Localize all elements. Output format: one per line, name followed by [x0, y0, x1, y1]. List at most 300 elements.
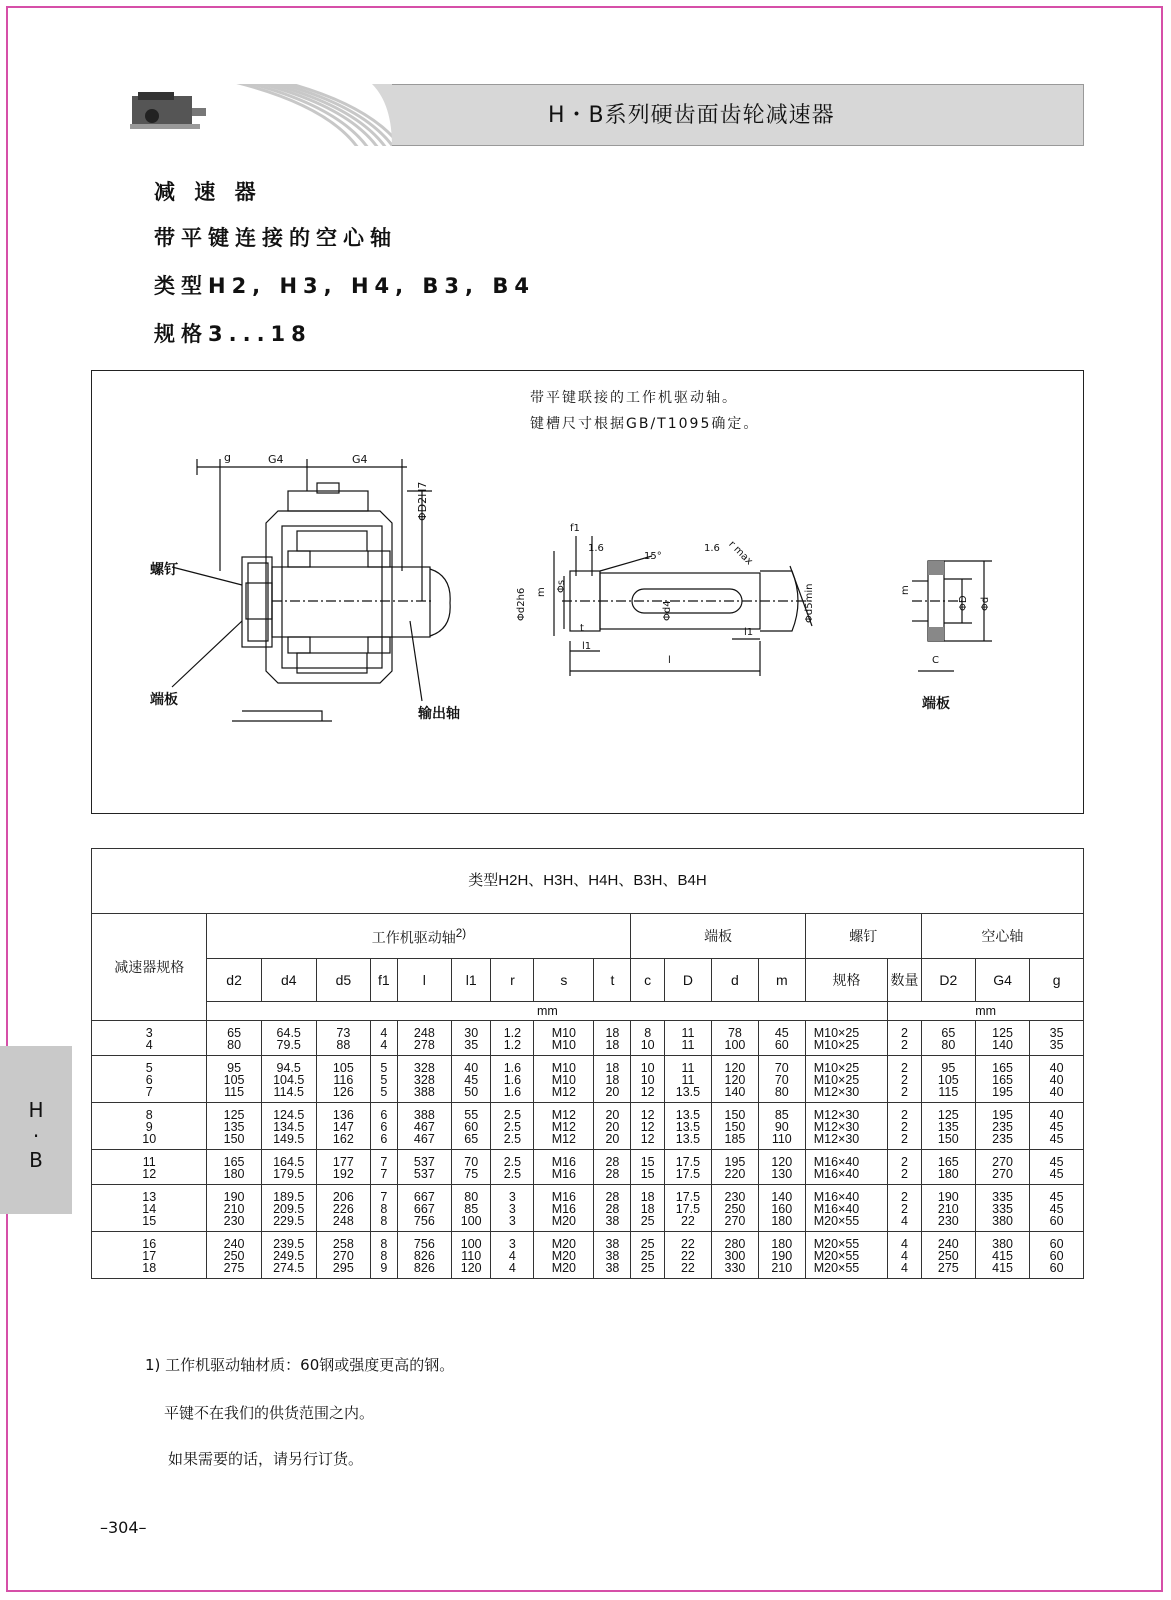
col-header-2: d5 — [316, 959, 370, 1002]
cell-value: 16 — [142, 1237, 157, 1251]
cell-value: 25 — [640, 1214, 655, 1228]
table-cell — [370, 1232, 397, 1279]
cell-value: M12×30 — [813, 1132, 860, 1146]
cell-value: 210 — [937, 1202, 959, 1216]
table-cell — [261, 1150, 316, 1185]
cell-value: 177 — [332, 1155, 354, 1169]
cell-value: 4 — [901, 1214, 908, 1228]
cell-value: 7 — [380, 1167, 388, 1181]
table-cell — [261, 1103, 316, 1150]
dim-plate-c: C — [932, 655, 939, 666]
cell-value: 13.5 — [675, 1108, 701, 1122]
cell-value: 190 — [223, 1190, 245, 1204]
table-cell — [712, 1150, 759, 1185]
cell-value: 380 — [992, 1214, 1013, 1228]
cell-value: 2.5 — [503, 1120, 522, 1134]
table-cell — [975, 1103, 1029, 1150]
cell-value: 239.5 — [273, 1237, 305, 1251]
cell-value: 95 — [941, 1061, 956, 1075]
cell-value: 70 — [464, 1155, 479, 1169]
cell-value: 295 — [332, 1261, 354, 1275]
cell-value: 250 — [724, 1202, 746, 1216]
dim-d2h6: Φd2h6 — [516, 587, 527, 621]
cell-value: 5 — [380, 1085, 388, 1099]
table-cell — [664, 1232, 711, 1279]
cell-value: 45 — [1049, 1132, 1064, 1146]
table-cell — [451, 1185, 490, 1232]
table-cell — [631, 1232, 664, 1279]
cell-value: 7 — [380, 1190, 388, 1204]
cell-value: 1.2 — [503, 1038, 522, 1052]
table-cell — [92, 1021, 207, 1056]
table-cell — [921, 1232, 975, 1279]
table-cell — [975, 1021, 1029, 1056]
table-cell — [534, 1056, 594, 1103]
cell-value: 28 — [605, 1190, 620, 1204]
group-screw: 螺钉 — [805, 914, 921, 959]
cell-value: 165 — [937, 1155, 959, 1169]
cell-value: 335 — [992, 1190, 1013, 1204]
cell-value: 104.5 — [273, 1073, 305, 1087]
cell-value: 250 — [223, 1249, 245, 1263]
table-cell — [888, 1150, 921, 1185]
table-cell — [758, 1150, 805, 1185]
cell-value: M12×30 — [813, 1085, 860, 1099]
cell-value: 120 — [460, 1261, 482, 1275]
cell-value: M20 — [551, 1261, 577, 1275]
cell-value: 116 — [333, 1073, 354, 1087]
cell-value: 190 — [771, 1249, 793, 1263]
cell-value: 756 — [413, 1214, 435, 1228]
cell-value: 8 — [380, 1202, 388, 1216]
cell-value: 90 — [774, 1120, 789, 1134]
cell-value: 3 — [508, 1214, 516, 1228]
table-row — [92, 1232, 1084, 1279]
cell-value: 300 — [724, 1249, 746, 1263]
drawing-linework — [92, 371, 1082, 812]
cell-value: 235 — [992, 1120, 1013, 1134]
table-cell — [491, 1103, 534, 1150]
cell-value: 6 — [380, 1132, 388, 1146]
cell-value: 230 — [724, 1190, 746, 1204]
cell-value: M20×55 — [813, 1237, 860, 1251]
table-cell — [261, 1232, 316, 1279]
table-cell — [975, 1150, 1029, 1185]
cell-value: 40 — [1049, 1061, 1064, 1075]
cell-value: 826 — [413, 1261, 435, 1275]
spec-table — [91, 848, 1084, 1279]
cell-value: M12 — [551, 1132, 577, 1146]
dim-r-max: r max — [726, 539, 755, 568]
cell-value: 270 — [992, 1167, 1013, 1181]
cell-value: 206 — [332, 1190, 354, 1204]
cell-value: 125 — [223, 1108, 245, 1122]
cell-value: 195 — [992, 1085, 1013, 1099]
cell-value: 38 — [605, 1214, 620, 1228]
table-cell — [921, 1021, 975, 1056]
cell-value: 18 — [605, 1073, 620, 1087]
table-cell — [712, 1056, 759, 1103]
cell-value: 150 — [937, 1132, 959, 1146]
cell-value: 4 — [380, 1026, 388, 1040]
cell-value: 35 — [464, 1038, 479, 1052]
group-end-plate: 端板 — [631, 914, 805, 959]
col-header-0: d2 — [207, 959, 261, 1002]
cell-value: 13.5 — [675, 1085, 701, 1099]
cell-value: 235 — [992, 1132, 1013, 1146]
cell-value: 38 — [605, 1237, 620, 1251]
cell-value: 45 — [1049, 1167, 1064, 1181]
cell-value: 6 — [145, 1073, 153, 1087]
cell-value: 160 — [771, 1202, 793, 1216]
cell-value: 11 — [681, 1073, 695, 1087]
cell-value: 80 — [941, 1038, 956, 1052]
cell-value: M10×25 — [813, 1061, 860, 1075]
cell-value: 125 — [992, 1026, 1013, 1040]
cell-value: 190 — [937, 1190, 959, 1204]
cell-value: 12 — [640, 1120, 655, 1134]
table-cell — [534, 1150, 594, 1185]
table-cell — [534, 1103, 594, 1150]
cell-value: M12 — [551, 1108, 577, 1122]
cell-value: 20 — [605, 1085, 620, 1099]
cell-value: 40 — [1049, 1108, 1064, 1122]
cell-value: 150 — [724, 1108, 746, 1122]
table-cell — [664, 1103, 711, 1150]
heading-reducer: 减 速 器 — [154, 180, 262, 204]
cell-value: 2 — [901, 1073, 908, 1087]
dim-g: g — [224, 451, 231, 464]
cell-value: 45 — [464, 1073, 479, 1087]
cell-value: 65 — [227, 1026, 242, 1040]
table-cell — [664, 1150, 711, 1185]
table-row — [92, 1021, 1084, 1056]
cell-value: 189.5 — [273, 1190, 305, 1204]
cell-value: 95 — [227, 1061, 242, 1075]
cell-value: 1.6 — [503, 1073, 522, 1087]
table-cell — [207, 1150, 261, 1185]
cell-value: 38 — [605, 1261, 620, 1275]
table-cell — [370, 1021, 397, 1056]
heading-hollow-shaft: 带平键连接的空心轴 — [154, 226, 397, 250]
table-cell — [92, 1232, 207, 1279]
cell-value: 180 — [223, 1167, 245, 1181]
cell-value: 467 — [413, 1132, 435, 1146]
cell-value: 2 — [901, 1108, 908, 1122]
cell-value: 10 — [640, 1061, 655, 1075]
cell-value: M10×25 — [813, 1073, 860, 1087]
cell-value: M16×40 — [813, 1167, 860, 1181]
cell-value: 150 — [724, 1120, 746, 1134]
cell-value: 17.5 — [675, 1190, 701, 1204]
cell-value: 328 — [413, 1073, 435, 1087]
cell-value: 125 — [937, 1108, 959, 1122]
dim-plate-D: ΦD — [958, 595, 969, 611]
cell-value: 229.5 — [273, 1214, 305, 1228]
page-title: H・B系列硬齿面齿轮减速器 — [548, 103, 835, 128]
cell-value: 60 — [1049, 1261, 1064, 1275]
cell-value: 248 — [332, 1214, 354, 1228]
table-cell — [594, 1021, 631, 1056]
table-cell — [491, 1021, 534, 1056]
table-cell — [397, 1056, 451, 1103]
cell-value: 179.5 — [273, 1167, 305, 1181]
cell-value: 135 — [223, 1120, 245, 1134]
cell-value: 5 — [145, 1061, 153, 1075]
cell-value: 105 — [332, 1061, 354, 1075]
table-cell — [316, 1056, 370, 1103]
cell-value: 226 — [332, 1202, 354, 1216]
table-cell — [758, 1056, 805, 1103]
table-cell — [534, 1021, 594, 1056]
side-tab-h: H — [28, 1098, 44, 1122]
cell-value: 13 — [142, 1190, 157, 1204]
table-cell — [758, 1232, 805, 1279]
cell-value: 12 — [640, 1132, 655, 1146]
cell-value: 11 — [142, 1155, 156, 1169]
cell-value: 45 — [1049, 1202, 1064, 1216]
cell-value: 8 — [145, 1108, 153, 1122]
label-output-shaft: 输出轴 — [418, 706, 460, 722]
cell-value: 248 — [413, 1026, 435, 1040]
cell-value: 60 — [1049, 1249, 1064, 1263]
cell-value: M10×25 — [813, 1026, 860, 1040]
table-cell — [631, 1150, 664, 1185]
cell-value: 18 — [605, 1061, 620, 1075]
table-cell — [451, 1056, 490, 1103]
cell-value: M10 — [551, 1061, 577, 1075]
cell-value: 110 — [771, 1132, 792, 1146]
label-screw: 螺钉 — [150, 562, 178, 578]
table-cell — [370, 1056, 397, 1103]
table-cell — [594, 1232, 631, 1279]
table-cell — [207, 1232, 261, 1279]
cell-value: 38 — [605, 1249, 620, 1263]
cell-value: 110 — [461, 1249, 482, 1263]
cell-value: 4 — [508, 1261, 516, 1275]
group-drive-shaft — [207, 914, 631, 959]
cell-value: 4 — [901, 1261, 908, 1275]
table-cell — [207, 1021, 261, 1056]
cell-value: 45 — [1049, 1190, 1064, 1204]
cell-value: 1.6 — [503, 1061, 522, 1075]
cell-value: 136 — [332, 1108, 354, 1122]
table-cell — [975, 1056, 1029, 1103]
table-cell — [594, 1056, 631, 1103]
cell-value: 100 — [724, 1038, 746, 1052]
col-header-5: l1 — [451, 959, 490, 1002]
cell-value: 275 — [937, 1261, 959, 1275]
group-drive-shaft-label: 工作机驱动轴 — [371, 929, 456, 946]
table-cell — [758, 1103, 805, 1150]
cell-value: 85 — [774, 1108, 789, 1122]
table-cell — [370, 1150, 397, 1185]
table-cell — [664, 1056, 711, 1103]
cell-value: 388 — [413, 1108, 435, 1122]
cell-value: 147 — [332, 1120, 354, 1134]
cell-value: 140 — [771, 1190, 793, 1204]
cell-value: 15 — [142, 1214, 157, 1228]
cell-value: 60 — [774, 1038, 789, 1052]
cell-value: 2 — [901, 1167, 908, 1181]
table-cell — [261, 1021, 316, 1056]
cell-value: 6 — [380, 1120, 388, 1134]
cell-value: 64.5 — [276, 1026, 301, 1040]
cell-value: 60 — [464, 1120, 479, 1134]
cell-value: 2 — [901, 1190, 908, 1204]
cell-value: 75 — [464, 1167, 479, 1181]
cell-value: 12 — [142, 1167, 157, 1181]
cell-value: 4 — [901, 1249, 908, 1263]
cell-value: 210 — [223, 1202, 245, 1216]
cell-value: 10 — [142, 1132, 157, 1146]
table-row — [92, 1103, 1084, 1150]
cell-value: 85 — [464, 1202, 479, 1216]
cell-value: 240 — [937, 1237, 959, 1251]
dim-d4: Φd4 — [662, 600, 673, 621]
cell-value: 35 — [1049, 1038, 1064, 1052]
table-cell — [921, 1185, 975, 1232]
cell-value: 124.5 — [273, 1108, 305, 1122]
cell-value: 2 — [901, 1026, 908, 1040]
dim-l1-left: l1 — [582, 641, 592, 652]
cell-value: 5 — [380, 1061, 388, 1075]
table-cell — [397, 1185, 451, 1232]
cell-value: M12 — [551, 1120, 577, 1134]
dim-d2h7: ΦD2H7 — [416, 481, 429, 521]
cell-value: 25 — [640, 1249, 655, 1263]
cell-value: 35 — [1049, 1026, 1064, 1040]
table-cell — [594, 1185, 631, 1232]
table-cell — [758, 1021, 805, 1056]
table-cell — [397, 1232, 451, 1279]
col-header-8: t — [594, 959, 631, 1002]
dim-l1-right: l1 — [744, 627, 754, 638]
footnote-order: 如果需要的话，请另行订货。 — [168, 1450, 364, 1468]
table-cell — [261, 1185, 316, 1232]
cell-value: 1.6 — [503, 1085, 522, 1099]
cell-value: 274.5 — [273, 1261, 305, 1275]
cell-value: 120 — [771, 1155, 793, 1169]
cell-value: 11 — [681, 1061, 695, 1075]
cell-value: 40 — [464, 1061, 479, 1075]
cell-value: 100 — [460, 1214, 482, 1228]
cell-value: 79.5 — [276, 1038, 301, 1052]
cell-value: 45 — [774, 1026, 789, 1040]
table-row — [92, 1185, 1084, 1232]
cell-value: 667 — [413, 1190, 435, 1204]
cell-value: 249.5 — [273, 1249, 305, 1263]
table-cell — [805, 1056, 888, 1103]
cell-value: 12 — [640, 1085, 655, 1099]
table-cell — [316, 1150, 370, 1185]
cell-value: M20 — [551, 1237, 577, 1251]
cell-value: 220 — [724, 1167, 746, 1181]
cell-value: 7 — [380, 1155, 388, 1169]
table-cell — [712, 1021, 759, 1056]
cell-value: M10 — [551, 1026, 577, 1040]
cell-value: 18 — [640, 1190, 655, 1204]
cell-value: 55 — [464, 1108, 479, 1122]
cell-value: 134.5 — [273, 1120, 305, 1134]
cell-value: 415 — [992, 1261, 1013, 1275]
table-cell — [1030, 1103, 1084, 1150]
table-cell — [207, 1185, 261, 1232]
table-row — [92, 1056, 1084, 1103]
cell-value: 165 — [992, 1073, 1013, 1087]
cell-value: M16×40 — [813, 1190, 860, 1204]
table-cell — [92, 1185, 207, 1232]
cell-value: 275 — [223, 1261, 245, 1275]
cell-value: 164.5 — [273, 1155, 305, 1169]
table-cell — [1030, 1185, 1084, 1232]
table-cell — [805, 1185, 888, 1232]
cell-value: 115 — [938, 1085, 959, 1099]
cell-value: 3 — [508, 1202, 516, 1216]
col-header-10: D — [664, 959, 711, 1002]
side-tab-b: B — [29, 1148, 43, 1172]
dim-f1: f1 — [570, 523, 580, 534]
row-header: 减速器规格 — [92, 914, 207, 1021]
cell-value: 2 — [901, 1132, 908, 1146]
cell-value: 50 — [464, 1085, 479, 1099]
cell-value: 180 — [771, 1214, 793, 1228]
cell-value: 165 — [992, 1061, 1013, 1075]
table-cell — [888, 1185, 921, 1232]
cell-value: 65 — [464, 1132, 479, 1146]
table-cell — [370, 1185, 397, 1232]
cell-value: 80 — [774, 1085, 789, 1099]
dim-roughness-2: 1.6 — [704, 543, 720, 554]
cell-value: 270 — [992, 1155, 1013, 1169]
cell-value: 2.5 — [503, 1155, 522, 1169]
cell-value: 15 — [640, 1167, 655, 1181]
table-cell — [370, 1103, 397, 1150]
cell-value: 126 — [332, 1085, 354, 1099]
table-cell — [631, 1185, 664, 1232]
cell-value: 8 — [380, 1249, 388, 1263]
cell-value: 105 — [937, 1073, 959, 1087]
cell-value: 10 — [640, 1038, 655, 1052]
cell-value: 120 — [724, 1061, 746, 1075]
cell-value: M20×55 — [813, 1214, 860, 1228]
table-cell — [397, 1150, 451, 1185]
col-header-7: s — [534, 959, 594, 1002]
cell-value: M12×30 — [813, 1120, 860, 1134]
cell-value: 10 — [640, 1073, 655, 1087]
cell-value: 60 — [1049, 1237, 1064, 1251]
col-header-14: 数量 — [888, 959, 921, 1002]
cell-value: 270 — [332, 1249, 354, 1263]
table-row — [92, 1150, 1084, 1185]
cell-value: 28 — [605, 1202, 620, 1216]
cell-value: 278 — [413, 1038, 435, 1052]
cell-value: 2.5 — [503, 1108, 522, 1122]
cell-value: 2 — [901, 1038, 908, 1052]
cell-value: 162 — [332, 1132, 354, 1146]
cell-value: M20×55 — [813, 1249, 860, 1263]
cell-value: 2.5 — [503, 1167, 522, 1181]
cell-value: 6 — [380, 1108, 388, 1122]
table-cell — [397, 1021, 451, 1056]
cell-value: 756 — [413, 1237, 435, 1251]
drawing-note-2: 键槽尺寸根据GB/T1095确定。 — [530, 416, 760, 432]
table-title: 类型H2H、H3H、H4H、B3H、B4H — [92, 849, 1084, 914]
cell-value: 130 — [771, 1167, 793, 1181]
cell-value: 40 — [1049, 1085, 1064, 1099]
cell-value: 4 — [145, 1038, 153, 1052]
table-cell — [712, 1232, 759, 1279]
